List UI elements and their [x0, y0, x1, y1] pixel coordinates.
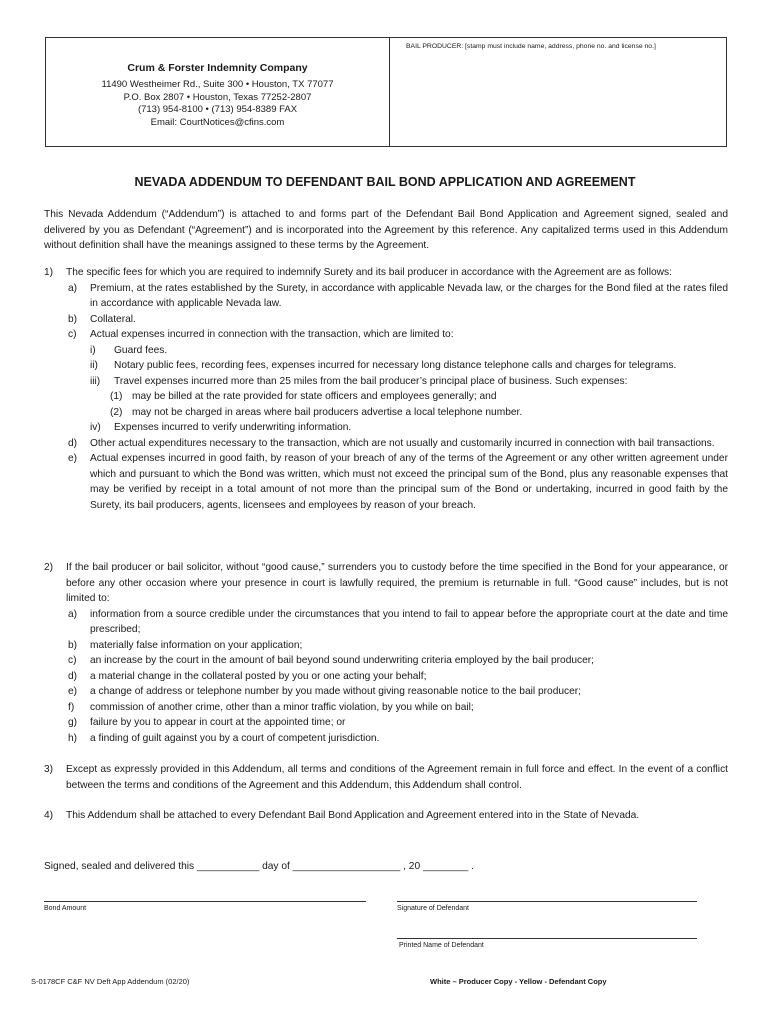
printed-name-line[interactable] — [397, 938, 697, 939]
item-text: may be billed at the rate provided for state officers and employees generally; and — [132, 391, 497, 402]
item-text: Actual expenses incurred in good faith, by reason of your breach of any of the terms of the Agreement or any other written agreement under which and pursuant to which the Bond was written, which must not exceed the principal sum of the Bond, plus any reasonable expenses that may be verified by receipt in a total amount of not more than the principal sum of the Bond or undertaking, incurred in good faith by the Surety, its bail producers, agents, licensees and employees by reason of your breach. — [90, 453, 728, 511]
section-2-item-b — [44, 638, 728, 654]
company-block — [46, 62, 389, 129]
section-2-lead: If the bail producer or bail solicitor, without “good cause,” surrenders you to custody before the time specified in the Bond for your appearance, or before any other occasion where your presence in court is lawfully required, the premium is returnable in full. “Good cause” includes, but is not limited to: — [66, 562, 728, 604]
printed-name-label: Printed Name of Defendant — [399, 942, 484, 949]
copy-distribution: White – Producer Copy - Yellow - Defendant Copy — [430, 977, 607, 986]
item-label: b) — [68, 639, 78, 651]
item-text: Notary public fees, recording fees, expenses incurred for necessary long distance telephone calls and charges for telegrams. — [114, 360, 677, 371]
item-label: b) — [68, 313, 78, 325]
item-text: materially false information on your application; — [90, 639, 303, 651]
section-1-item-c-i — [44, 343, 728, 359]
section-2-item-d — [44, 669, 728, 685]
section-3-number: 3) — [44, 764, 54, 775]
defendant-signature-line[interactable] — [397, 901, 697, 902]
item-label: g) — [68, 717, 78, 728]
company-address-2: P.O. Box 2807 • Houston, Texas 77252-2807 — [123, 91, 312, 103]
header-box — [45, 37, 727, 147]
item-text: Collateral. — [90, 313, 136, 325]
item-label: a) — [68, 608, 78, 620]
item-label: a) — [68, 282, 78, 294]
section-1-item-b — [44, 312, 728, 328]
item-text: Travel expenses incurred more than 25 miles from the bail producer’s principal place of business. Such expenses: — [114, 375, 628, 387]
item-label: e) — [68, 453, 78, 464]
section-1-item-c-iii-2 — [44, 405, 728, 421]
section-3 — [44, 762, 728, 793]
section-1-lead: The specific fees for which you are required to indemnify Surety and its bail producer in accordance with the Agreement are as follows: — [66, 267, 672, 278]
item-label: iii) — [90, 375, 101, 387]
item-text: commission of another crime, other than a minor traffic violation, by you while on bail; — [90, 701, 474, 713]
section-4 — [44, 808, 728, 824]
section-3-text: Except as expressly provided in this Addendum, all terms and conditions of the Agreement remain in full force and effect. In the event of a conflict between the terms and conditions of the Agreement and this Addendum, this Addendum shall control. — [66, 764, 728, 791]
item-text: a finding of guilt against you by a court of competent jurisdiction. — [90, 732, 380, 744]
item-label: (2) — [110, 406, 123, 418]
section-1-item-e — [44, 451, 728, 513]
item-text: information from a source credible under the circumstances that you intend to fail to appear before the appropriate court at the date and time prescribed; — [90, 608, 728, 635]
section-1-item-c-iv — [44, 420, 728, 436]
item-label: h) — [68, 732, 78, 744]
item-label: d) — [68, 437, 78, 449]
bond-amount-line[interactable] — [44, 901, 366, 902]
item-label: c) — [68, 329, 77, 340]
section-4-text: This Addendum shall be attached to every Defendant Bail Bond Application and Agreement entered into in the State of Nevada. — [66, 810, 640, 821]
section-2 — [44, 560, 728, 746]
item-text: Actual expenses incurred in connection with the transaction, which are limited to: — [90, 329, 454, 340]
section-1-item-a — [44, 281, 728, 312]
section-1-item-c-ii — [44, 358, 728, 374]
bail-producer-stamp-label: BAIL PRODUCER: [stamp must include name, address, phone no. and license no.] — [406, 43, 656, 50]
item-text: Expenses incurred to verify underwriting information. — [114, 422, 352, 433]
section-1-item-c-iii-1 — [44, 389, 728, 405]
section-1-number: 1) — [44, 267, 54, 278]
item-label: ii) — [90, 360, 98, 371]
item-text: Other actual expenditures necessary to the transaction, which are not usually and customarily incurred in connection with bail transactions. — [90, 437, 715, 449]
item-label: f) — [68, 701, 75, 713]
company-address-1: 11490 Westheimer Rd., Suite 300 • Houston, TX 77077 — [101, 79, 334, 90]
header-divider — [389, 38, 390, 146]
section-2-item-h — [44, 731, 728, 747]
item-text: Guard fees. — [114, 344, 168, 356]
item-text: may not be charged in areas where bail producers advertise a local telephone number. — [132, 406, 523, 418]
item-text: Premium, at the rates established by the Surety, in accordance with applicable Nevada law, or the charges for the Bond filed at the rates filed in accordance with applicable Nevada law. — [90, 282, 728, 309]
item-label: i) — [90, 344, 96, 356]
company-phone: (713) 954-8100 • (713) 954-8389 FAX — [137, 104, 298, 115]
item-label: (1) — [110, 391, 123, 402]
item-label: e) — [68, 686, 78, 697]
item-label: d) — [68, 670, 78, 682]
section-2-item-a — [44, 607, 728, 638]
signed-sealed-line[interactable]: Signed, sealed and delivered this ___________ day of ___________________ , 20 ________ . — [44, 861, 474, 872]
form-id: S-0178CF C&F NV Deft App Addendum (02/20) — [31, 977, 190, 986]
section-2-number: 2) — [44, 562, 54, 573]
section-2-item-e — [44, 684, 728, 700]
section-4-number: 4) — [44, 810, 54, 821]
section-1-item-c-iii — [44, 374, 728, 390]
company-email: Email: CourtNotices@cfins.com — [150, 116, 285, 128]
item-text: a change of address or telephone number by you made without giving reasonable notice to the bail producer; — [90, 686, 582, 697]
item-text: failure by you to appear in court at the appointed time; or — [90, 717, 346, 728]
section-2-item-f — [44, 700, 728, 716]
company-name: Crum & Forster Indemnity Company — [127, 62, 308, 74]
intro-paragraph: This Nevada Addendum (“Addendum”) is attached to and forms part of the Defendant Bail Bond Application and Agreement signed, sealed and delivered by you as Defendant (“Agreement”) and is incorporated into the Agreement by this reference. Any capitalized terms used in this Addendum without definition shall have the meanings assigned to these terms by the Agreement. — [44, 209, 728, 251]
document-title: NEVADA ADDENDUM TO DEFENDANT BAIL BOND APPLICATION AND AGREEMENT — [134, 175, 636, 189]
section-1-item-c — [44, 327, 728, 343]
section-2-item-c — [44, 653, 728, 669]
defendant-signature-label: Signature of Defendant — [397, 905, 469, 912]
item-label: c) — [68, 655, 77, 666]
item-text: an increase by the court in the amount of bail beyond sound underwriting criteria employed by the bail producer; — [90, 655, 595, 666]
bond-amount-label: Bond Amount — [44, 905, 87, 912]
section-1-item-d — [44, 436, 728, 452]
item-text: a material change in the collateral posted by you or one acting your behalf; — [90, 670, 427, 682]
section-2-item-g — [44, 715, 728, 731]
item-label: iv) — [90, 422, 101, 433]
section-1 — [44, 265, 728, 513]
